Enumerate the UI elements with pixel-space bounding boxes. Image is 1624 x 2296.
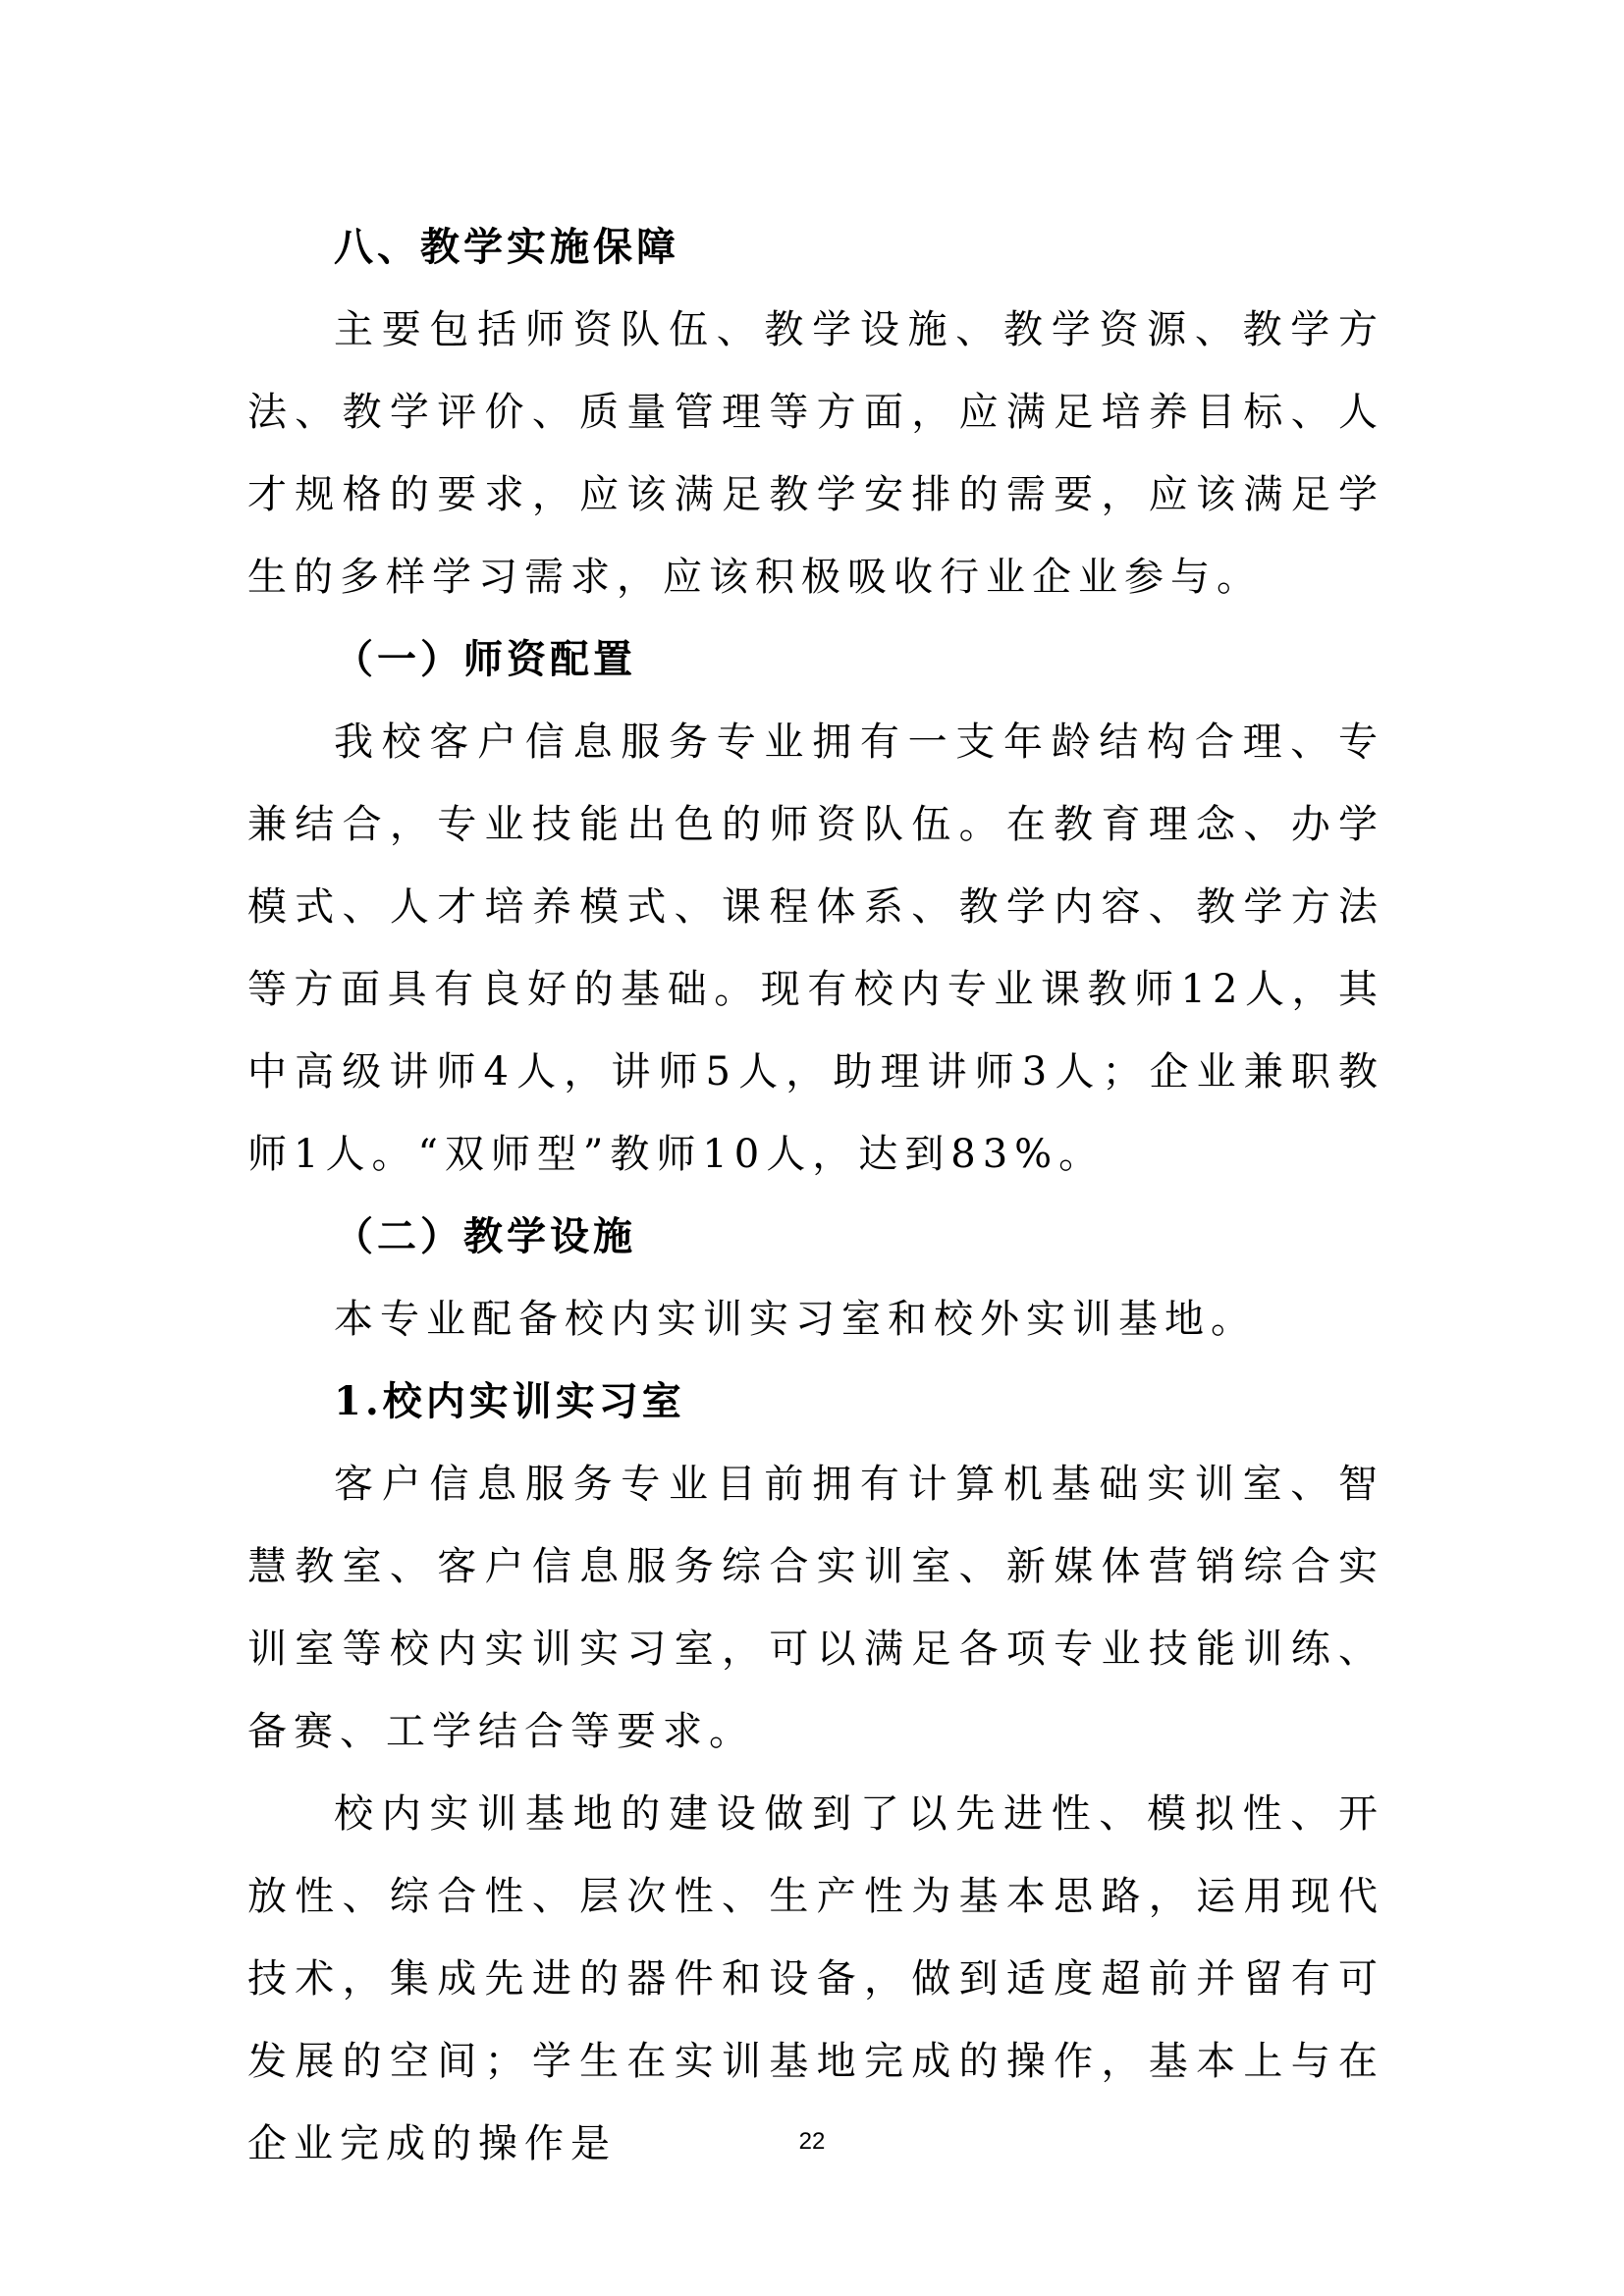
paragraph-teachers: 我校客户信息服务专业拥有一支年龄结构合理、专兼结合，专业技能出色的师资队伍。在教育理念、办学模式、人才培养模式、课程体系、教学内容、教学方法等方面具有良好的基础。现有校内专业课教师12人，其中高级讲师4人，讲师5人，助理讲师3人；企业兼职教师1人。“双师型”教师10人，达到83%。 xyxy=(247,720,1384,1177)
paragraph-intro: 主要包括师资队伍、教学设施、教学资源、教学方法、教学评价、质量管理等方面，应满足培养目标、人才规格的要求，应该满足教学安排的需要，应该满足学生的多样学习需求，应该积极吸收行业企业参与。 xyxy=(247,307,1384,600)
subheading-on-campus-labs: 1.校内实训实习室 xyxy=(334,1378,685,1424)
subsection-heading-teachers: （一）师资配置 xyxy=(334,636,636,682)
subsection-heading-facilities: （二）教学设施 xyxy=(334,1213,636,1259)
paragraph-labs-1: 客户信息服务专业目前拥有计算机基础实训室、智慧教室、客户信息服务综合实训室、新媒体营销综合实训室等校内实训实习室，可以满足各项专业技能训练、备赛、工学结合等要求。 xyxy=(247,1462,1384,1754)
paragraph-facilities: 本专业配备校内实训实习室和校外实训基地。 xyxy=(334,1297,1257,1342)
section-heading-teaching-support: 八、教学实施保障 xyxy=(334,224,679,270)
paragraph-labs-2: 校内实训基地的建设做到了以先进性、模拟性、开放性、综合性、层次性、生产性为基本思路，运用现代技术，集成先进的器件和设备，做到适度超前并留有可发展的空间；学生在实训基地完成的操作，基本上与在企业完成的操作是 xyxy=(247,1791,1384,2166)
page-number: 22 xyxy=(798,2128,826,2155)
